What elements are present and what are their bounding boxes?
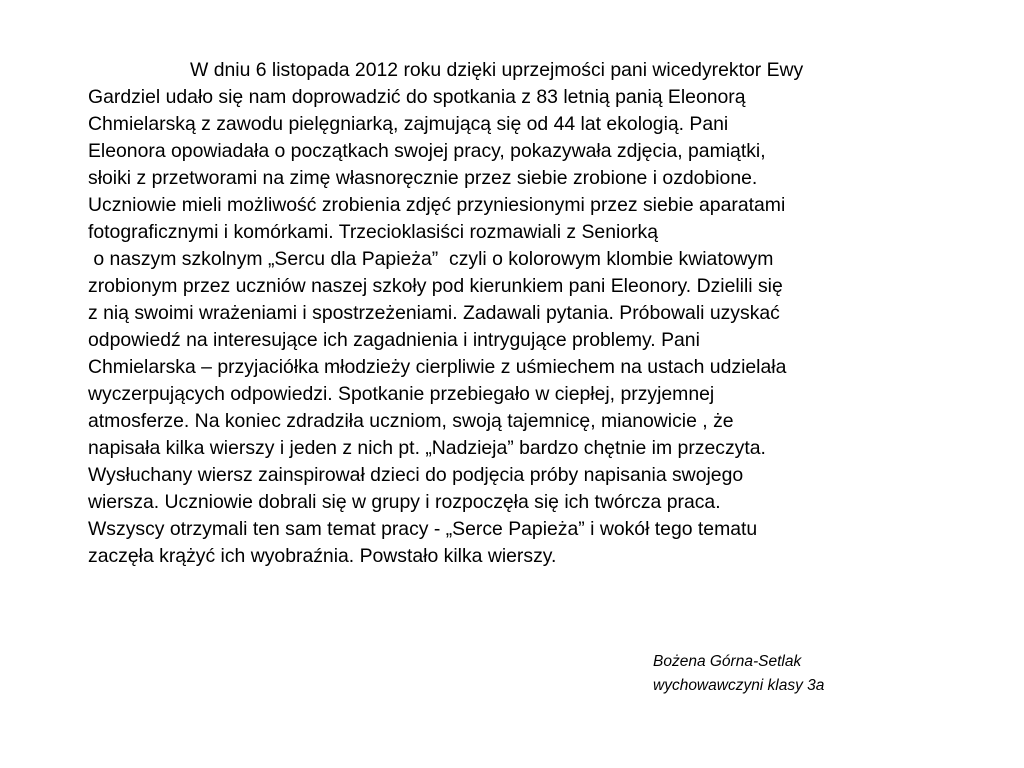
signature-block — [653, 650, 824, 698]
article-line: Chmielarska – przyjaciółka młodzieży cierpliwie z uśmiechem na ustach udzielała — [88, 356, 787, 378]
article-line: atmosferze. Na koniec zdradziła uczniom, swoją tajemnicę, mianowicie , że — [88, 410, 734, 432]
article-line: W dniu 6 listopada 2012 roku dzięki uprzejmości pani wicedyrektor Ewy — [190, 59, 804, 81]
article-line: z nią swoimi wrażeniami i spostrzeżeniami. Zadawali pytania. Próbowali uzyskać — [88, 302, 780, 324]
article-line: wiersza. Uczniowie dobrali się w grupy i rozpoczęła się ich twórcza praca. — [88, 491, 721, 513]
article-line: odpowiedź na interesujące ich zagadnienia i intrygujące problemy. Pani — [88, 329, 700, 351]
article-line: Uczniowie mieli możliwość zrobienia zdjęć przyniesionymi przez siebie aparatami — [88, 194, 786, 216]
article-line: Eleonora opowiadała o początkach swojej pracy, pokazywała zdjęcia, pamiątki, — [88, 140, 766, 162]
article-line: Gardziel udało się nam doprowadzić do spotkania z 83 letnią panią Eleonorą — [88, 86, 746, 108]
article-line: zrobionym przez uczniów naszej szkoły pod kierunkiem pani Eleonory. Dzielili się — [88, 275, 783, 297]
article-line: Chmielarską z zawodu pielęgniarką, zajmującą się od 44 lat ekologią. Pani — [88, 113, 729, 135]
author-role: wychowawczyni klasy 3a — [653, 677, 825, 694]
article-line: wyczerpujących odpowiedzi. Spotkanie przebiegało w ciepłej, przyjemnej — [88, 383, 715, 405]
article-line: o naszym szkolnym „Sercu dla Papieża” czyli o kolorowym klombie kwiatowym — [88, 248, 774, 270]
article-line: napisała kilka wierszy i jeden z nich pt. „Nadzieja” bardzo chętnie im przeczyta. — [88, 437, 766, 459]
article-line: fotograficznymi i komórkami. Trzecioklasiści rozmawiali z Seniorką — [88, 221, 659, 243]
article-line: Wysłuchany wiersz zainspirował dzieci do podjęcia próby napisania swojego — [88, 464, 744, 486]
article-line: słoiki z przetworami na zimę własnoręcznie przez siebie zrobione i ozdobione. — [88, 167, 758, 189]
author-name: Bożena Górna-Setlak — [653, 653, 802, 670]
article-line: zaczęła krążyć ich wyobraźnia. Powstało kilka wierszy. — [88, 545, 557, 567]
article-line: Wszyscy otrzymali ten sam temat pracy - „Serce Papieża” i wokół tego tematu — [88, 518, 758, 540]
article-body — [88, 57, 968, 570]
